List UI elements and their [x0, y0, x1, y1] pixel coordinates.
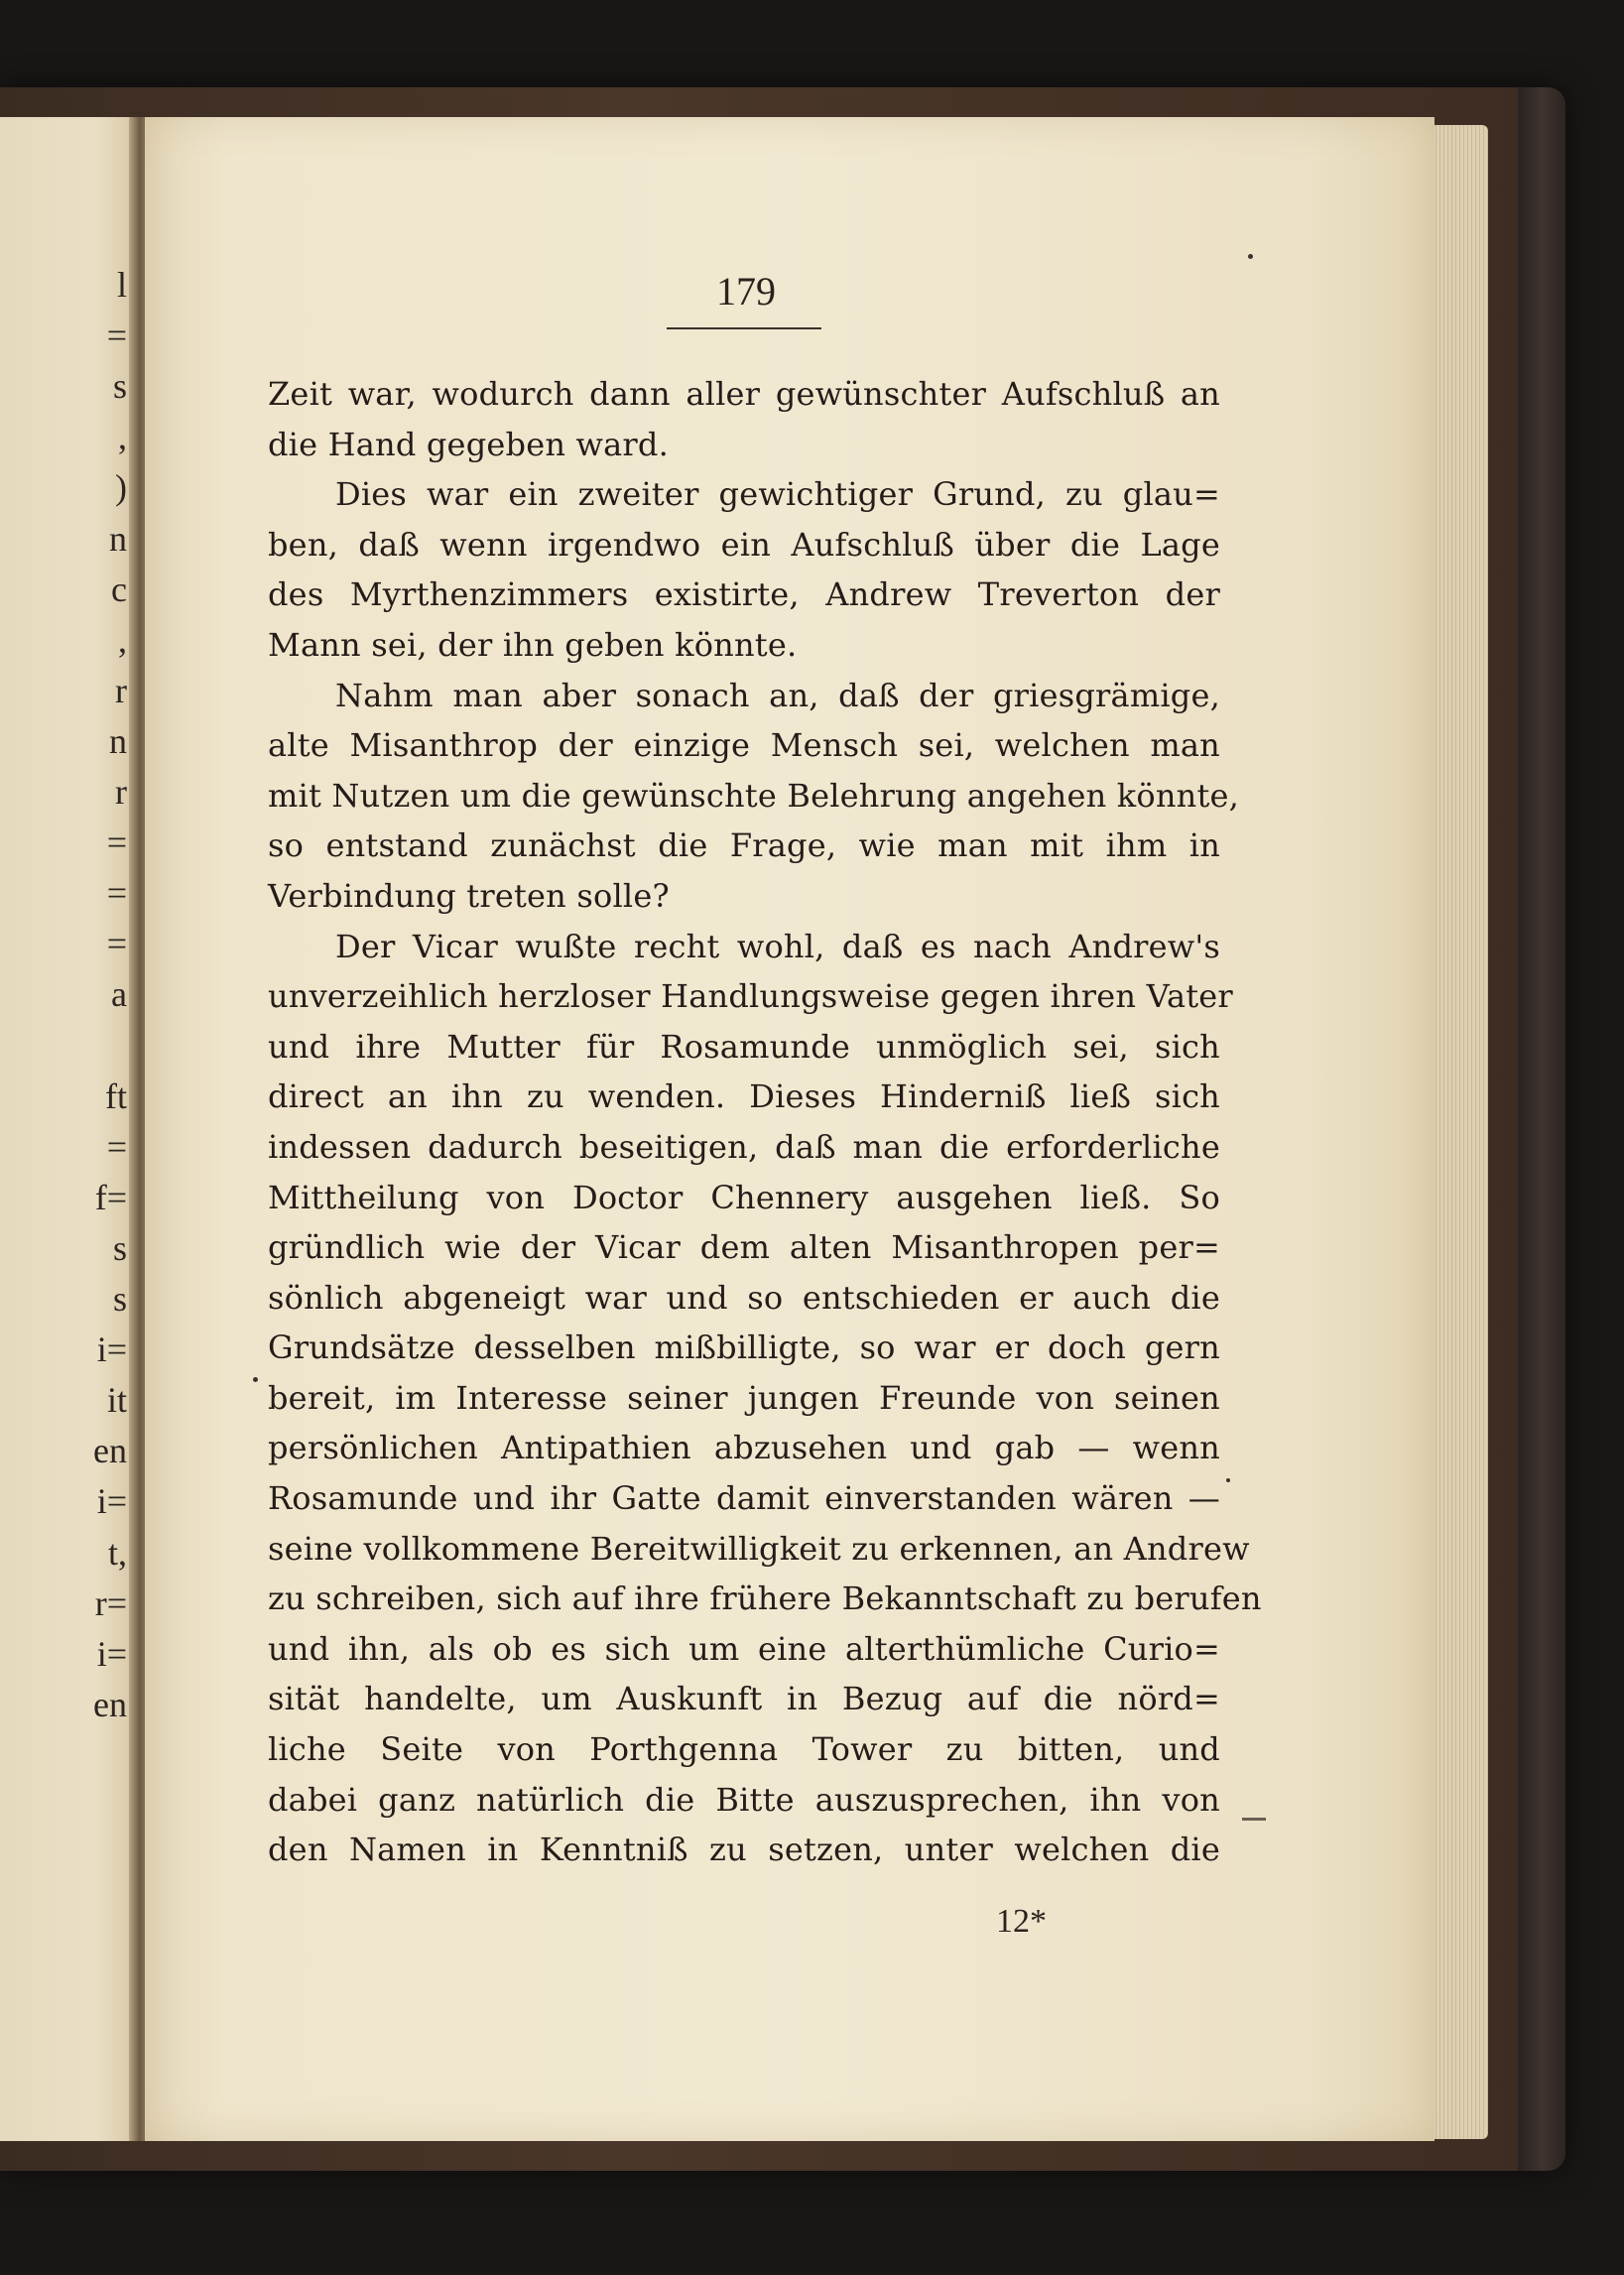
text-line: und ihre Mutter für Rosamunde unmöglich sei, sich: [268, 1027, 1220, 1066]
text-line: zu schreiben, sich auf ihre frühere Bekanntschaft zu berufen: [268, 1580, 1262, 1618]
text-line: Mittheilung von Doctor Chennery ausgehen ließ. So: [268, 1178, 1220, 1216]
text-line: den Namen in Kenntniß zu setzen, unter welchen die: [268, 1831, 1220, 1869]
left-page-fragment: i=: [96, 1481, 127, 1522]
left-page-fragment: s: [112, 366, 127, 407]
cover-edge: [1518, 87, 1565, 2171]
page-text: [268, 369, 1262, 1875]
left-page-fragment: a: [111, 974, 127, 1015]
left-page-fragment: f=: [94, 1177, 127, 1217]
left-page-fragment: =: [106, 822, 127, 863]
dust-speck: [1226, 1478, 1230, 1482]
text-line: liche Seite von Porthgenna Tower zu bitten, und: [268, 1730, 1220, 1769]
left-page-fragment: =: [106, 873, 127, 914]
dust-speck: [1248, 254, 1253, 259]
left-page-fragment: s: [112, 1279, 127, 1319]
left-page-fragment: r=: [94, 1582, 127, 1623]
text-line: Rosamunde und ihr Gatte damit einverstanden wären —: [268, 1479, 1220, 1518]
left-page-fragment: it: [106, 1380, 127, 1421]
left-page: [0, 117, 137, 2141]
left-page-fragment: =: [106, 1126, 127, 1167]
text-line: unverzeihlich herzloser Handlungsweise gegen ihren Vater: [268, 977, 1233, 1016]
left-page-fragment: i=: [96, 1633, 127, 1674]
margin-dash: [1242, 1818, 1266, 1821]
left-page-fragment: i=: [96, 1329, 127, 1370]
page-number: 179: [716, 269, 776, 314]
text-line: seine vollkommene Bereitwilligkeit zu erkennen, an Andrew: [268, 1529, 1250, 1568]
left-page-fragment: n: [109, 720, 127, 761]
text-line: alte Misanthrop der einzige Mensch sei, welchen man: [268, 726, 1220, 765]
left-page-fragment: =: [106, 924, 127, 964]
left-page-fragment: en: [93, 1684, 127, 1724]
left-page-fragment: t,: [107, 1532, 127, 1573]
text-line: Grundsätze desselben mißbilligte, so war er doch gern: [268, 1328, 1220, 1367]
text-line: bereit, im Interesse seiner jungen Freunde von seinen: [268, 1378, 1220, 1417]
text-line: Zeit war, wodurch dann aller gewünschter Aufschluß an: [268, 375, 1220, 413]
text-line: persönlichen Antipathien abzusehen und gab — wenn: [268, 1429, 1220, 1467]
left-page-fragment: ,: [118, 417, 127, 457]
text-line: Verbindung treten solle?: [268, 876, 670, 915]
text-line: ben, daß wenn irgendwo ein Aufschluß über die Lage: [268, 525, 1220, 564]
text-line: indessen dadurch beseitigen, daß man die erforderliche: [268, 1127, 1220, 1166]
left-page-fragment: r: [115, 670, 127, 710]
left-page-fragment: ft: [105, 1075, 127, 1116]
text-line: des Myrthenzimmers existirte, Andrew Treverton der: [268, 575, 1220, 614]
left-page-fragment: n: [109, 518, 127, 559]
text-line: mit Nutzen um die gewünschte Belehrung angehen könnte,: [268, 776, 1240, 815]
text-line: Nahm man aber sonach an, daß der griesgrämige,: [335, 676, 1220, 714]
text-line: dabei ganz natürlich die Bitte auszusprechen, ihn von: [268, 1780, 1220, 1819]
left-page-fragment: r: [115, 772, 127, 812]
left-page-fragment: s: [112, 1227, 127, 1268]
left-page-fragment: =: [106, 316, 127, 356]
text-line: so entstand zunächst die Frage, wie man mit ihm in: [268, 826, 1220, 865]
text-line: Der Vicar wußte recht wohl, daß es nach Andrew's: [335, 927, 1220, 965]
text-line: sität handelte, um Auskunft in Bezug auf die nörd=: [268, 1680, 1220, 1718]
dust-speck: [253, 1377, 258, 1382]
text-line: und ihn, als ob es sich um eine alterthümliche Curio=: [268, 1629, 1220, 1668]
left-page-fragment: en: [93, 1431, 127, 1471]
left-page-fragment: c: [111, 569, 127, 609]
left-page-fragment: ): [115, 467, 127, 508]
text-line: direct an ihn zu wenden. Dieses Hinderniß ließ sich: [268, 1077, 1220, 1116]
left-page-fragment: l: [116, 265, 127, 305]
page-number-rule: [667, 327, 821, 329]
signature-mark: 12*: [996, 1903, 1047, 1940]
text-line: Dies war ein zweiter gewichtiger Grund, zu glau=: [335, 475, 1220, 514]
text-line: gründlich wie der Vicar dem alten Misanthropen per=: [268, 1228, 1220, 1267]
left-page-fragment: ,: [118, 619, 127, 660]
text-line: die Hand gegeben ward.: [268, 425, 669, 463]
text-line: sönlich abgeneigt war und so entschieden er auch die: [268, 1278, 1220, 1317]
page-stack: [1429, 125, 1488, 2139]
text-line: Mann sei, der ihn geben könnte.: [268, 625, 798, 664]
